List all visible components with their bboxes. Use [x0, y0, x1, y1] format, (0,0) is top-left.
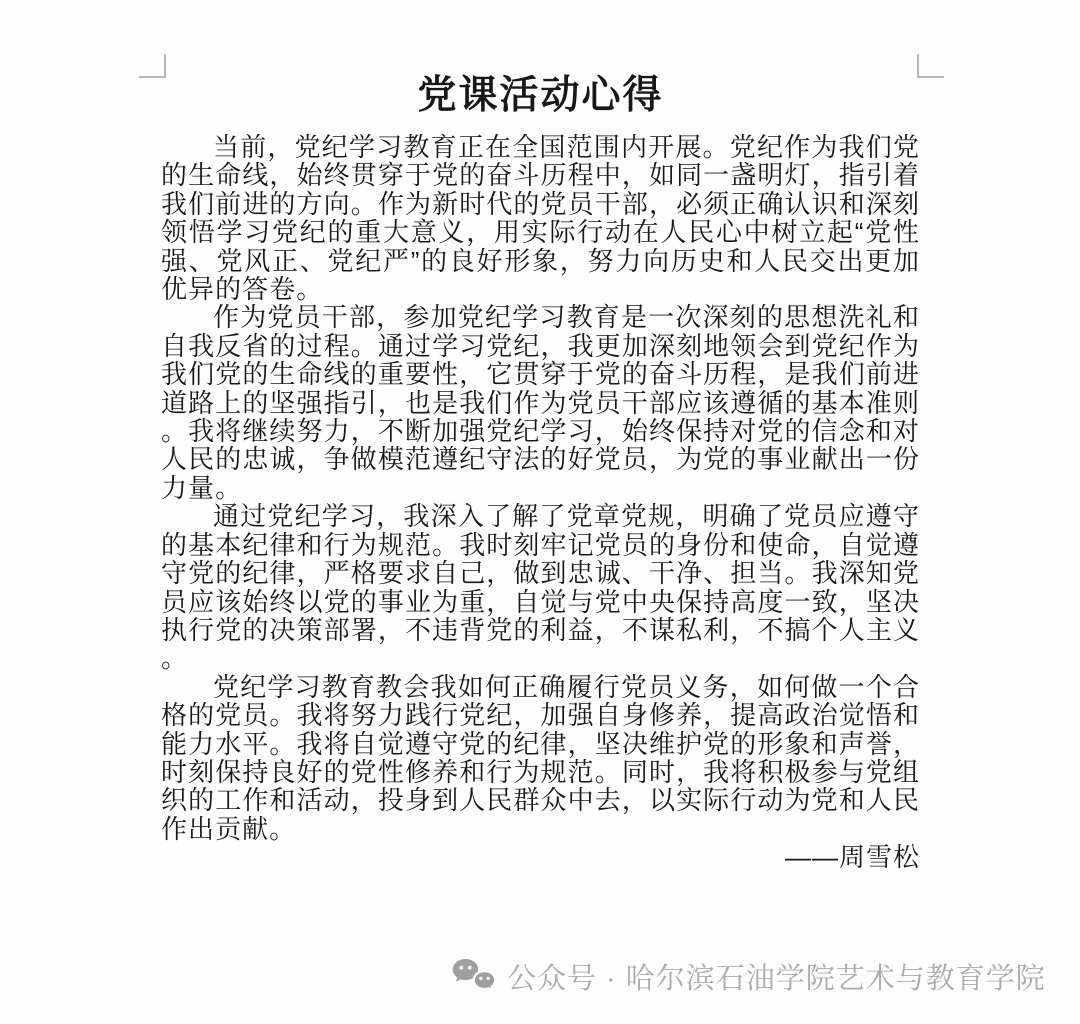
paragraph-1: 当前，党纪学习教育正在全国范围内开展。党纪作为我们党的生命线，始终贯穿于党的奋斗历程中，如同一盏明灯，指引着我们前进的方向。作为新时代的党员干部，必须正确认识和深刻领悟学习党纪的重大意义，用实际行动在人民心中树立起“党性强、党风正、党纪严”的良好形象，努力向历史和人民交出更加优异的答卷。	[161, 132, 920, 305]
paragraph-3: 通过党纪学习，我深入了解了党章党规，明确了党员应遵守的基本纪律和行为规范。我时刻牢记党员的身份和使命，自觉遵守党的纪律，严格要求自己，做到忠诚、干净、担当。我深知党员应该始终以党的事业为重，自觉与党中央保持高度一致，坚决执行党的决策部署，不违背党的利益，不谋私利，不搞个人主义。	[161, 501, 920, 674]
signature: ——周雪松	[784, 842, 920, 873]
watermark-text: 公众号 · 哈尔滨石油学院艺术与教育学院	[507, 963, 1046, 995]
paragraph-2: 作为党员干部，参加党纪学习教育是一次深刻的思想洗礼和自我反省的过程。通过学习党纪，我更加深刻地领会到党纪作为我们党的生命线的重要性，它贯穿于党的奋斗历程，是我们前进道路上的坚强指引，也是我们作为党员干部应该遵循的基本准则。我将继续努力，不断加强党纪学习，始终保持对党的信念和对人民的忠诚，争做模范遵纪守法的好党员，为党的事业献出一份力量。	[161, 302, 920, 503]
article-body	[161, 72, 920, 872]
page-title: 党课活动心得	[417, 74, 664, 117]
watermark	[452, 956, 1046, 997]
text-boundary-corner-top-right-icon	[917, 54, 944, 78]
wechat-icon	[452, 958, 498, 996]
paragraph-4: 党纪学习教育教会我如何正确履行党员义务，如何做一个合格的党员。我将努力践行党纪，加强自身修养，提高政治觉悟和能力水平。我将自觉遵守党的纪律，坚决维护党的形象和声誉，时刻保持良好的党性修养和行为规范。同时，我将积极参与党组织的工作和活动，投身到人民群众中去，以实际行动为党和人民作出贡献。	[161, 671, 920, 844]
